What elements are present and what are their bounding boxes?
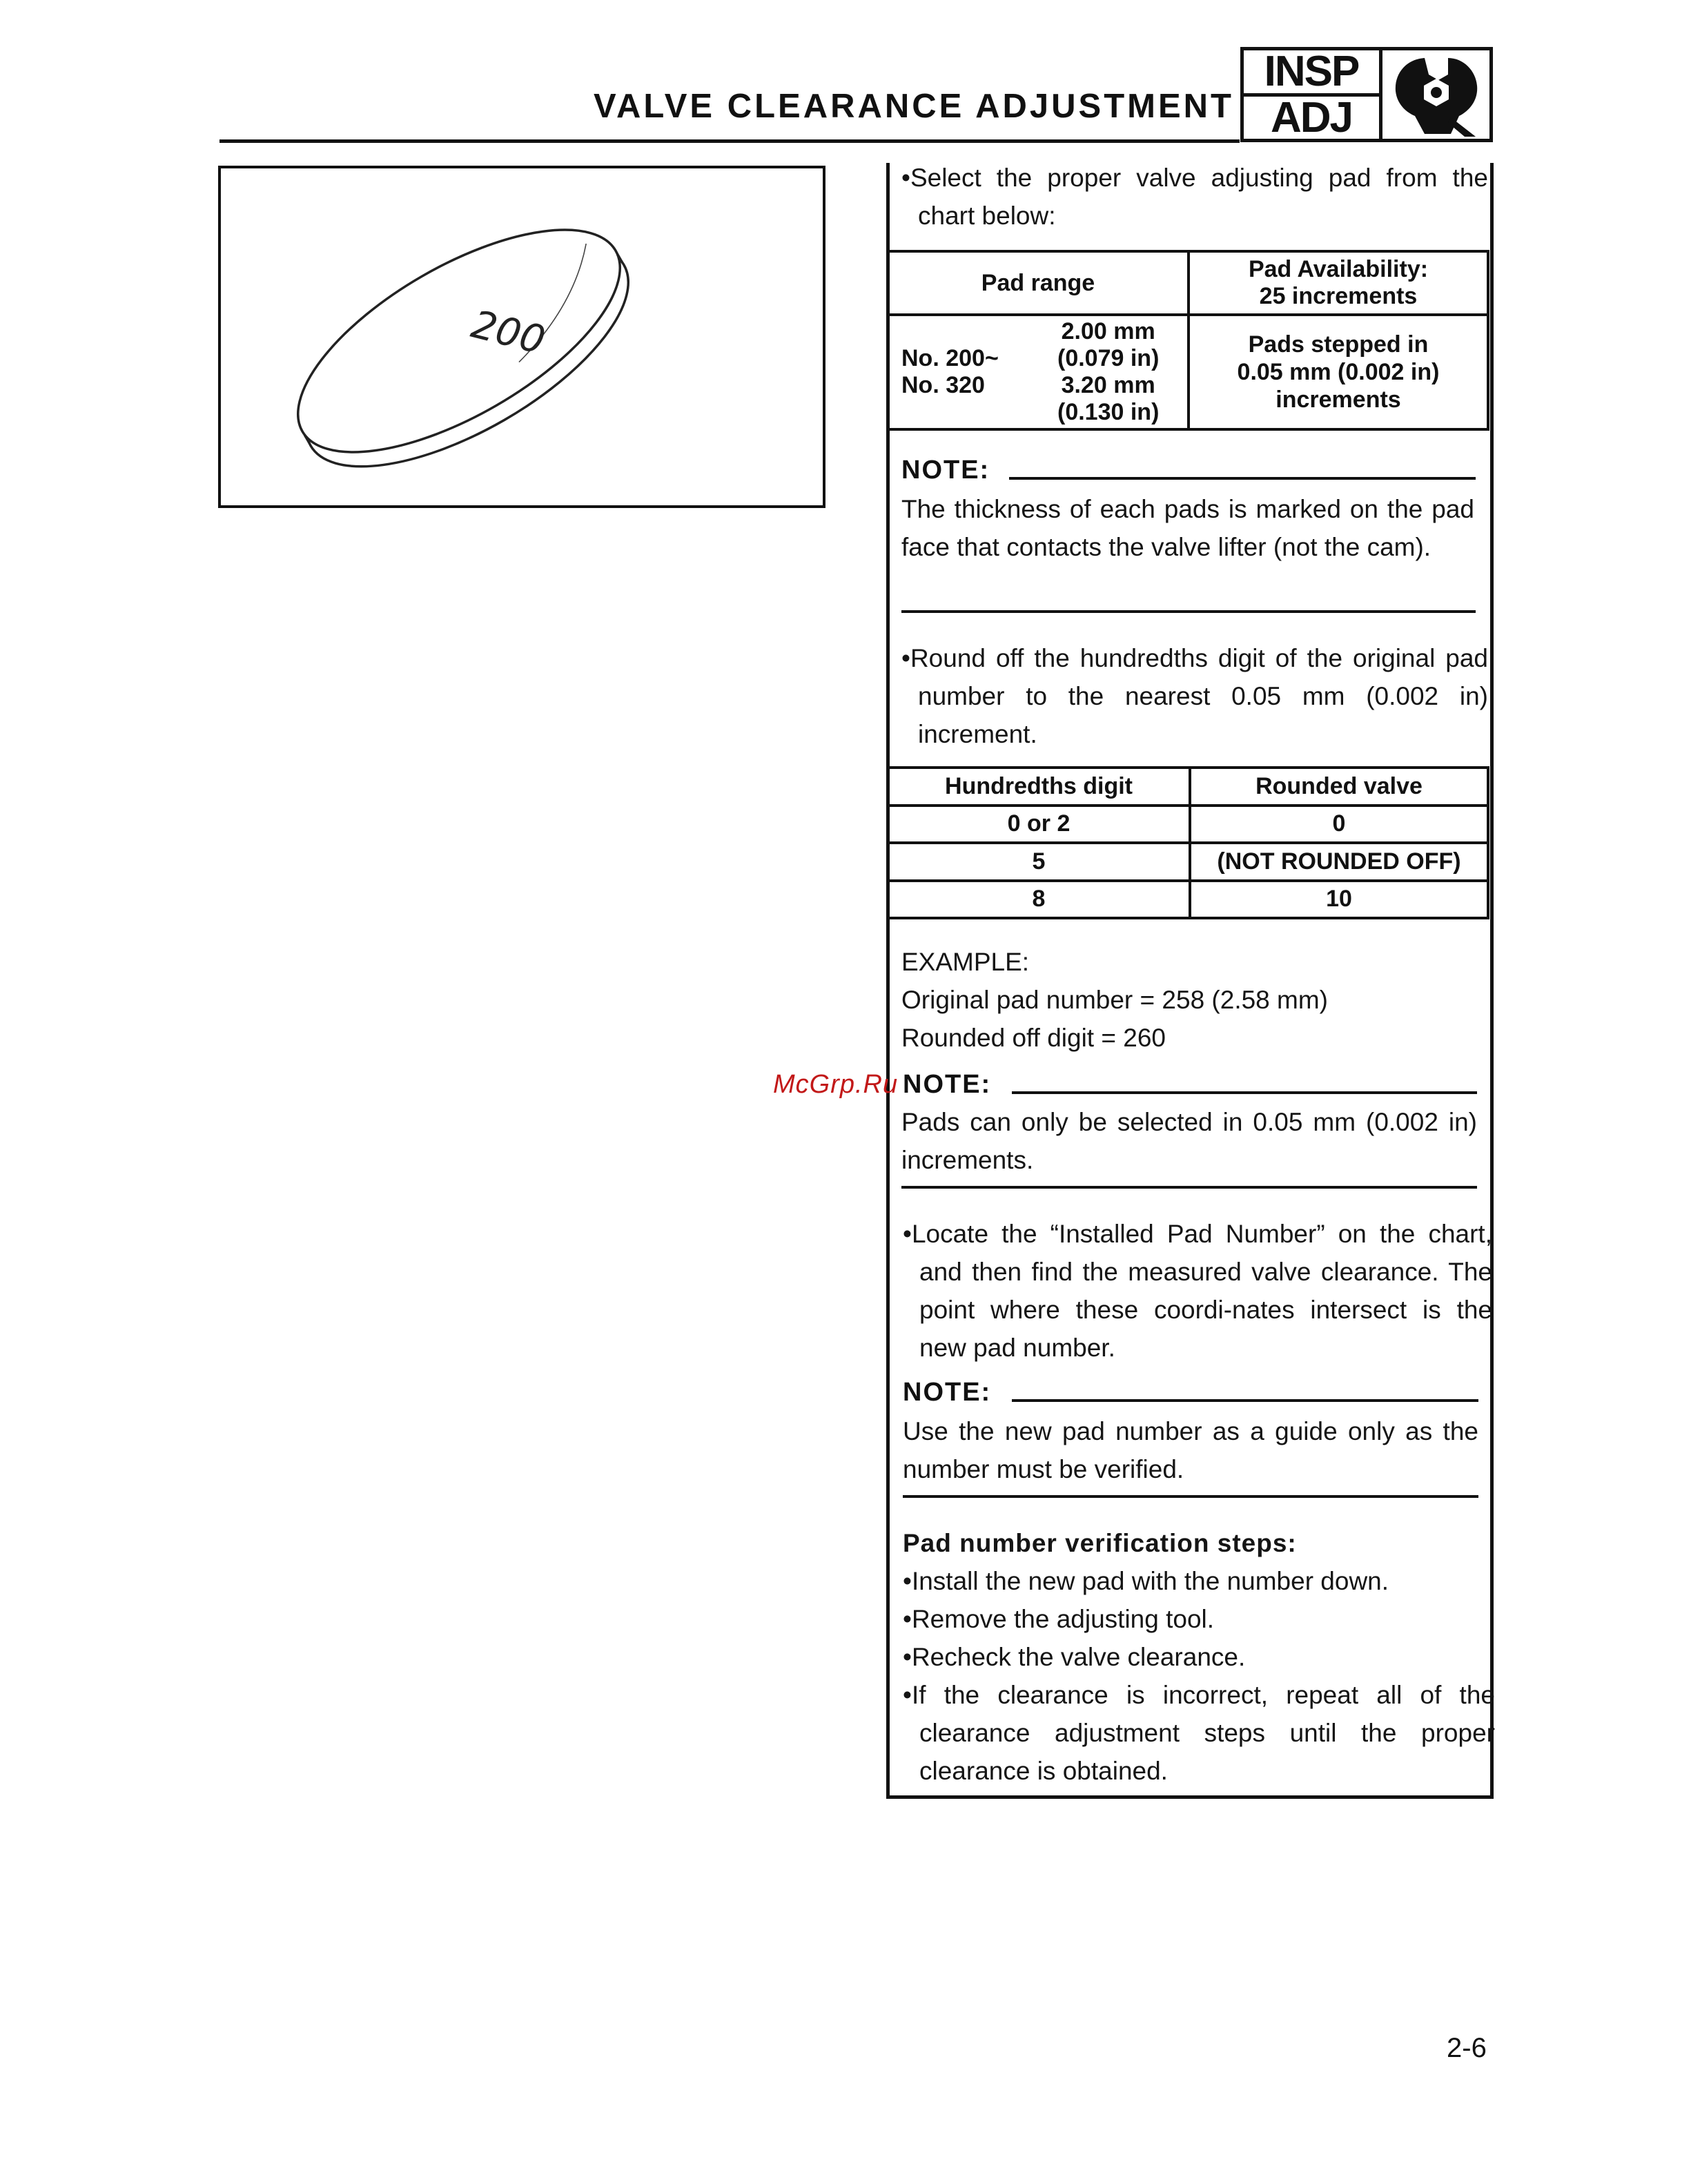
section-badge [1240,47,1493,142]
availability-line1: Pads stepped in [1248,331,1429,358]
example-heading: EXAMPLE: [901,948,1030,976]
note-rule-2 [1012,1091,1477,1094]
pad-range-table [886,250,1489,431]
watermark: McGrp.Ru [773,1070,899,1099]
note-text-2: Pads can only be selected in 0.05 mm (0.002 in) increments. [901,1108,1477,1174]
step-locate-pad: •Locate the “Installed Pad Number” on the chart, and then find the measured valve clearance. The point where these coordi-nates intersect is the new pad number. [903,1220,1492,1362]
shim-pad-drawing [221,168,828,511]
step-round-off: •Round off the hundredths digit of the original pad number to the nearest 0.05 mm (0.002 in) increment. [901,644,1488,748]
note-rule-3 [1012,1399,1478,1402]
range-in-2: (0.130 in) [1057,399,1160,425]
pad-figure [218,166,825,508]
range-no-start: No. 200~ [901,345,999,371]
wrench-icon [1382,50,1489,139]
pad-number-label: 200 [467,302,550,364]
rounding-cell: 5 [888,843,1190,881]
range-no-end: No. 320 [901,372,985,398]
step-select-pad: •Select the proper valve adjusting pad from the chart below: [901,164,1488,230]
verification-item: •If the clearance is incorrect, repeat all of the clearance adjustment steps until the proper clearance is obtained. [903,1681,1495,1785]
badge-text [1244,48,1382,142]
range-in-1: (0.079 in) [1057,345,1160,371]
note-text-3: Use the new pad number as a guide only as the number must be verified. [903,1417,1478,1483]
badge-adj: ADJ [1270,94,1353,142]
rounding-table [886,766,1489,919]
note-heading-2: NOTE: [903,1070,992,1099]
rounding-cell: 0 or 2 [888,806,1190,844]
availability-line3: increments [1275,387,1401,413]
note-text-1: The thickness of each pads is marked on the pad face that contacts the valve lifter (not the cam). [901,495,1474,561]
verification-item: •Install the new pad with the number down. [903,1567,1389,1595]
availability-header-line1: Pad Availability: [1248,256,1429,282]
pad-range-header: Pad range [888,251,1189,315]
note-end-rule-1 [901,610,1476,613]
availability-header-line2: 25 increments [1259,283,1418,309]
rounding-cell: 10 [1190,881,1488,919]
note-rule-1 [1009,477,1476,480]
verification-item: •Recheck the valve clearance. [903,1643,1246,1671]
note-heading-3: NOTE: [903,1378,992,1407]
rounding-header-digit: Hundredths digit [888,768,1190,806]
page-title: VALVE CLEARANCE ADJUSTMENT [594,88,1234,125]
verification-item: •Remove the adjusting tool. [903,1605,1215,1633]
note-end-rule-3 [903,1495,1478,1498]
example-line-1: Original pad number = 258 (2.58 mm) [901,986,1328,1014]
range-mm-1: 2.00 mm [1061,318,1155,344]
rounding-cell: (NOT ROUNDED OFF) [1190,843,1488,881]
pad-range-cell [888,315,1189,429]
header-rule [219,139,1240,143]
page-number: 2-6 [1447,2033,1487,2063]
note-heading-1: NOTE: [901,456,990,485]
pad-availability-cell [1189,315,1488,429]
rounding-cell: 0 [1190,806,1488,844]
verification-heading: Pad number verification steps: [903,1529,1297,1557]
note-end-rule-2 [901,1186,1477,1189]
rounding-cell: 8 [888,881,1190,919]
range-mm-2: 3.20 mm [1061,372,1155,398]
rounding-header-value: Rounded valve [1190,768,1488,806]
pad-availability-header [1189,251,1488,315]
availability-line2: 0.05 mm (0.002 in) [1237,359,1440,385]
badge-insp: INSP [1244,50,1379,97]
example-line-2: Rounded off digit = 260 [901,1024,1166,1052]
